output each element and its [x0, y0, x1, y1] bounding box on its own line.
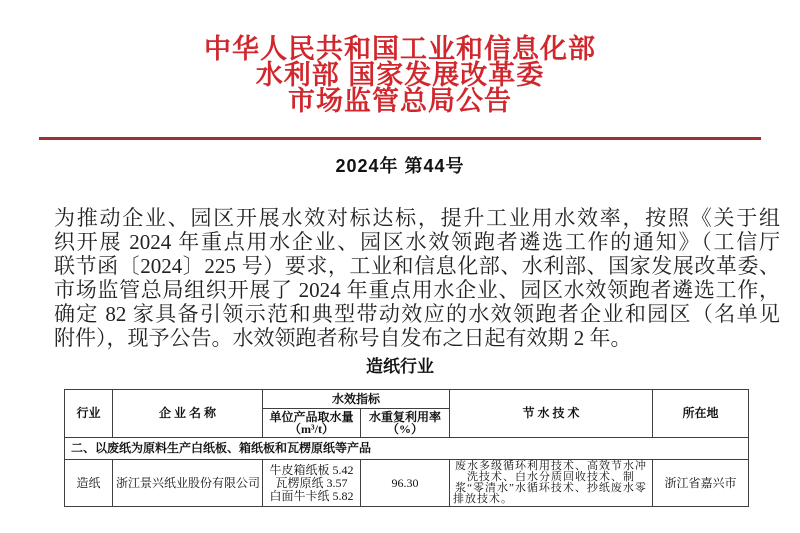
cell-industry: 造纸: [65, 460, 113, 507]
paragraph-line: 确定 82 家具备引领示范和典型带动效应的水效领跑者企业和园区（名单见: [54, 302, 780, 326]
col-header-industry: 行业: [65, 390, 113, 438]
paragraph-line: 附件），现予公告。水效领跑者称号自发布之日起有效期 2 年。: [54, 326, 632, 350]
body-paragraph: [54, 206, 780, 350]
col-header-water-efficiency-group: 水效指标: [263, 390, 450, 409]
col-header-enterprise: 企 业 名 称: [113, 390, 263, 438]
cell-location: 浙江省嘉兴市: [653, 460, 749, 507]
cell-tech: 废水多级循环利用技术、高效节水冲洗技术、白水分质回收技术、制浆“零清水”水循环技术、抄纸废水零排放技术。: [450, 460, 653, 507]
col-header-location: 所在地: [653, 390, 749, 438]
paragraph-line: 为推动企业、园区开展水效对标达标，提升工业用水效率，按照《关于组: [54, 206, 780, 230]
col-header-tech: 节 水 技 术: [450, 390, 653, 438]
title-line-1: 中华人民共和国工业和信息化部: [204, 34, 596, 64]
document-number: 2024年 第44号: [335, 156, 465, 176]
industry-section-heading: 造纸行业: [366, 357, 434, 376]
category-row: [65, 438, 749, 460]
reuse-rate-label: 水重复利用率: [369, 410, 442, 424]
red-divider-line: [39, 137, 761, 140]
unit-intake-label: 单位产品取水量: [269, 410, 354, 424]
col-header-reuse-rate: [361, 409, 450, 438]
announcement-title: [0, 0, 800, 114]
col-header-unit-intake: [263, 409, 361, 438]
title-line-3: 市场监管总局公告: [288, 86, 512, 116]
table-row: [65, 460, 749, 507]
intake-line: 瓦楞原纸 3.57: [275, 475, 348, 490]
unit-intake-unit: （m³/t）: [289, 422, 334, 436]
table-header-row-1: [65, 390, 749, 409]
reuse-rate-unit: （%）: [387, 422, 424, 436]
category-row-label: 二、以废纸为原料生产白纸板、箱纸板和瓦楞原纸等产品: [65, 438, 749, 460]
cell-reuse-rate: 96.30: [361, 460, 450, 507]
cell-unit-intake: [263, 460, 361, 507]
paragraph-line: 联节函〔2024〕225 号）要求，工业和信息化部、水利部、国家发展改革委、: [54, 254, 780, 278]
paragraph-line: 织开展 2024 年重点用水企业、园区水效领跑者遴选工作的通知》（工信厅: [54, 230, 780, 254]
cell-enterprise: 浙江景兴纸业股份有限公司: [113, 460, 263, 507]
title-line-2: 水利部 国家发展改革委: [255, 60, 545, 90]
paragraph-line: 市场监管总局组织开展了 2024 年重点用水企业、园区水效领跑者遴选工作，: [54, 278, 780, 302]
water-efficiency-leaders-table: [64, 389, 749, 507]
intake-line: 白面牛卡纸 5.82: [269, 488, 354, 503]
intake-line: 牛皮箱纸板 5.42: [269, 462, 354, 477]
